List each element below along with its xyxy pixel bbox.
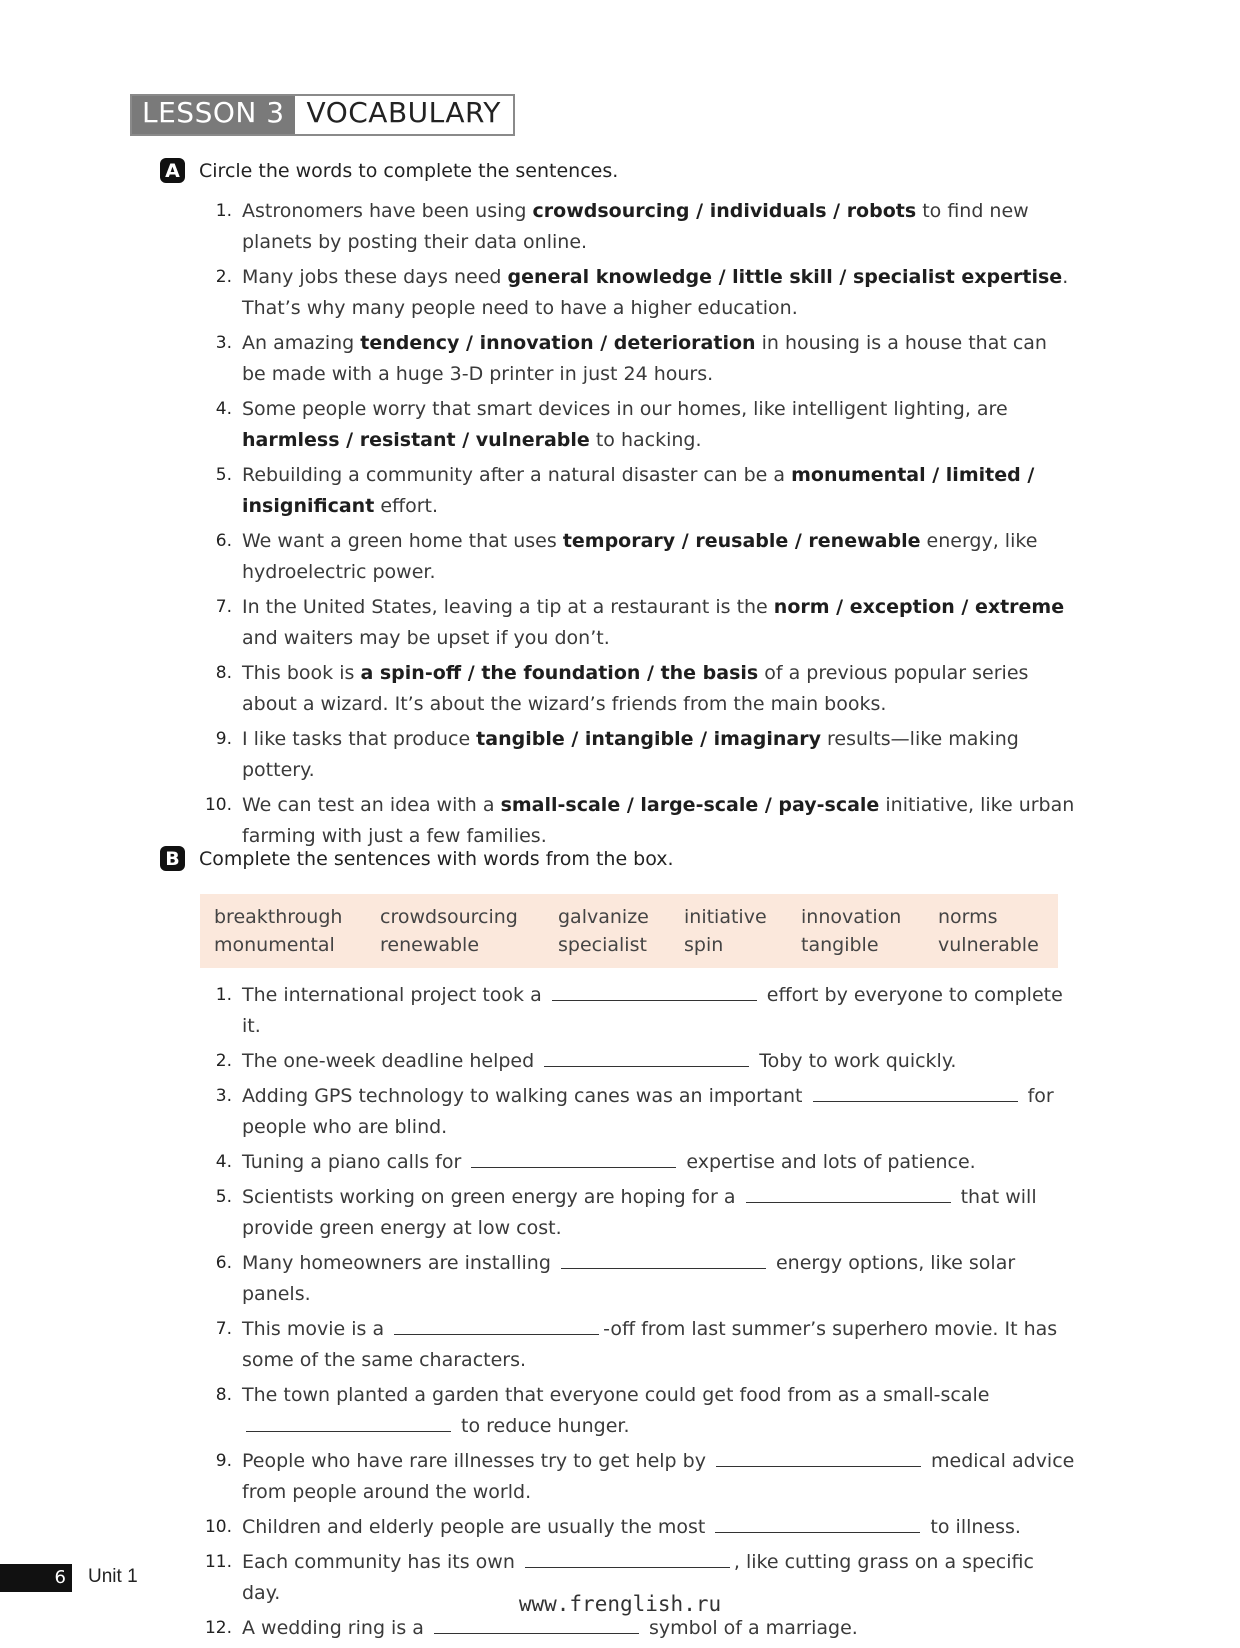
word-box-item: galvanize (558, 906, 649, 928)
item-number: 5. (215, 1187, 232, 1207)
item-number: 3. (215, 1086, 232, 1106)
list-item (196, 526, 1076, 588)
answer-blank[interactable] (394, 1333, 599, 1335)
item-text: Adding GPS technology to walking canes was an important for people who are blind. (242, 1085, 1054, 1138)
section-b-heading (160, 846, 674, 871)
choice-options[interactable]: general knowledge / little skill / specialist expertise (507, 266, 1063, 288)
answer-blank[interactable] (813, 1100, 1018, 1102)
page-number: 6 (0, 1564, 72, 1592)
word-box-item: crowdsourcing (380, 906, 518, 928)
item-number: 3. (215, 333, 232, 353)
item-text: Each community has its own , like cutting grass on a specific day. (242, 1551, 1034, 1604)
section-a-heading (160, 158, 618, 183)
item-number: 10. (204, 795, 232, 815)
item-number: 9. (215, 1451, 232, 1471)
item-text: We can test an idea with a small-scale / large-scale / pay-scale initiative, like urban farming with just a few families. (242, 794, 1075, 847)
item-text: Rebuilding a community after a natural disaster can be a monumental / limited / insignificant effort. (242, 464, 1035, 517)
item-text: The town planted a garden that everyone could get food from as a small-scale to reduce hunger. (242, 1384, 990, 1437)
lesson-header (130, 94, 515, 136)
word-box-item: tangible (801, 934, 879, 956)
choice-options[interactable]: small-scale / large-scale / pay-scale (500, 794, 880, 816)
section-a-badge: A (160, 158, 185, 183)
list-item (196, 460, 1076, 522)
choice-options[interactable]: tangible / intangible / imaginary (476, 728, 821, 750)
item-number: 6. (215, 531, 232, 551)
lesson-label: LESSON 3 (132, 96, 295, 134)
list-item (196, 790, 1076, 852)
item-text: Astronomers have been using crowdsourcing / individuals / robots to find new planets by posting their data online. (242, 200, 1029, 253)
word-box-item: renewable (380, 934, 480, 956)
item-text: The one-week deadline helped Toby to work quickly. (242, 1050, 957, 1072)
list-item (196, 1081, 1076, 1143)
word-box-item: initiative (684, 906, 767, 928)
choice-options[interactable]: crowdsourcing / individuals / robots (532, 200, 917, 222)
section-b-badge: B (160, 846, 185, 871)
item-text: A wedding ring is a symbol of a marriage. (242, 1617, 858, 1639)
item-number: 4. (215, 1152, 232, 1172)
item-number: 1. (215, 201, 232, 221)
answer-blank[interactable] (544, 1065, 749, 1067)
item-number: 11. (204, 1552, 232, 1572)
item-text: The international project took a effort by everyone to complete it. (242, 984, 1063, 1037)
answer-blank[interactable] (561, 1267, 766, 1269)
list-item (196, 1613, 1076, 1644)
list-item (196, 328, 1076, 390)
item-number: 1. (215, 985, 232, 1005)
word-box-item: innovation (801, 906, 902, 928)
item-number: 5. (215, 465, 232, 485)
list-item (196, 196, 1076, 258)
item-number: 8. (215, 663, 232, 683)
choice-options[interactable]: norm / exception / extreme (773, 596, 1065, 618)
word-box-item: norms (938, 906, 998, 928)
item-number: 2. (215, 1051, 232, 1071)
answer-blank[interactable] (715, 1531, 920, 1533)
list-item (196, 1182, 1076, 1244)
answer-blank[interactable] (246, 1430, 451, 1432)
list-item (196, 724, 1076, 786)
unit-label: Unit 1 (88, 1566, 138, 1587)
list-item (196, 394, 1076, 456)
section-b-list (196, 980, 1076, 1648)
item-number: 7. (215, 1319, 232, 1339)
list-item (196, 1512, 1076, 1543)
item-number: 7. (215, 597, 232, 617)
item-text: An amazing tendency / innovation / deterioration in housing is a house that can be made with a huge 3-D printer in just 24 hours. (242, 332, 1047, 385)
item-number: 9. (215, 729, 232, 749)
item-text: In the United States, leaving a tip at a restaurant is the norm / exception / extreme and waiters may be upset if you don’t. (242, 596, 1065, 649)
list-item (196, 1248, 1076, 1310)
item-text: I like tasks that produce tangible / intangible / imaginary results—like making pottery. (242, 728, 1019, 781)
item-text: People who have rare illnesses try to get help by medical advice from people around the world. (242, 1450, 1075, 1503)
list-item (196, 592, 1076, 654)
list-item (196, 1314, 1076, 1376)
item-text: Children and elderly people are usually the most to illness. (242, 1516, 1021, 1538)
section-a-list (196, 196, 1076, 856)
answer-blank[interactable] (746, 1201, 951, 1203)
word-box-item: specialist (558, 934, 647, 956)
list-item (196, 980, 1076, 1042)
choice-options[interactable]: monumental / limited / insignificant (242, 464, 1035, 517)
item-text: Some people worry that smart devices in our homes, like intelligent lighting, are harmless / resistant / vulnerable to hacking. (242, 398, 1008, 451)
item-text: Tuning a piano calls for expertise and lots of patience. (242, 1151, 976, 1173)
watermark: www.frenglish.ru (518, 1592, 722, 1616)
choice-options[interactable]: tendency / innovation / deterioration (360, 332, 756, 354)
word-box (200, 894, 1058, 968)
word-box-item: monumental (214, 934, 335, 956)
item-number: 6. (215, 1253, 232, 1273)
item-number: 2. (215, 267, 232, 287)
item-text: Scientists working on green energy are hoping for a that will provide green energy at low cost. (242, 1186, 1037, 1239)
list-item (196, 1147, 1076, 1178)
item-number: 10. (204, 1517, 232, 1537)
list-item (196, 1446, 1076, 1508)
answer-blank[interactable] (552, 999, 757, 1001)
item-number: 8. (215, 1385, 232, 1405)
answer-blank[interactable] (716, 1465, 921, 1467)
section-a-instruction: Circle the words to complete the sentences. (199, 159, 619, 182)
word-box-item: spin (684, 934, 724, 956)
answer-blank[interactable] (471, 1166, 676, 1168)
choice-options[interactable]: harmless / resistant / vulnerable (242, 429, 590, 451)
item-text: This book is a spin-off / the foundation / the basis of a previous popular series about a wizard. It’s about the wizard’s friends from the main books. (242, 662, 1029, 715)
item-text: We want a green home that uses temporary / reusable / renewable energy, like hydroelectric power. (242, 530, 1038, 583)
word-box-item: vulnerable (938, 934, 1039, 956)
item-text: This movie is a -off from last summer’s superhero movie. It has some of the same characters. (242, 1318, 1058, 1371)
item-number: 12. (204, 1618, 232, 1638)
list-item (196, 1380, 1076, 1442)
list-item (196, 658, 1076, 720)
item-text: Many homeowners are installing energy options, like solar panels. (242, 1252, 1016, 1305)
choice-options[interactable]: temporary / reusable / renewable (562, 530, 921, 552)
word-box-item: breakthrough (214, 906, 343, 928)
list-item (196, 262, 1076, 324)
list-item (196, 1046, 1076, 1077)
lesson-topic: VOCABULARY (295, 96, 513, 134)
answer-blank[interactable] (525, 1566, 730, 1568)
choice-options[interactable]: a spin-off / the foundation / the basis (360, 662, 759, 684)
item-number: 4. (215, 399, 232, 419)
item-text: Many jobs these days need general knowledge / little skill / specialist expertise. That’s why many people need to have a higher education. (242, 266, 1069, 319)
section-b-instruction: Complete the sentences with words from the box. (199, 847, 674, 870)
